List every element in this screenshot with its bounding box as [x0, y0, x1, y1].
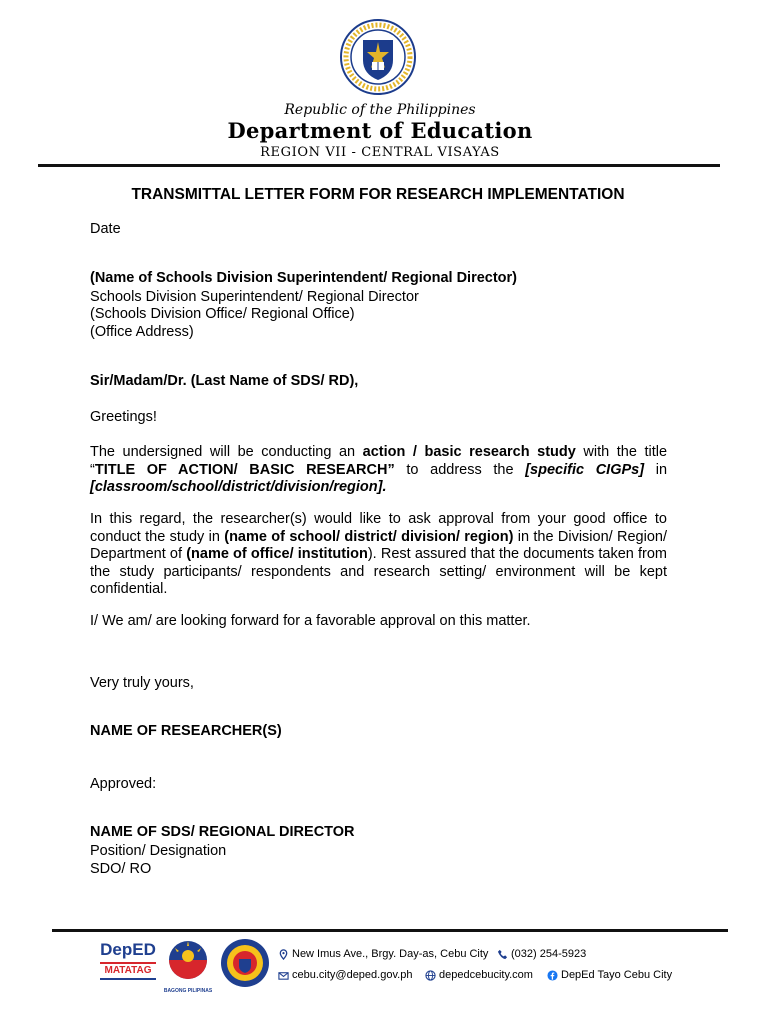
footer-address: New Imus Ave., Brgy. Day-as, Cebu City [278, 948, 488, 961]
paragraph-3: I/ We am/ are looking forward for a favorable approval on this matter. [90, 613, 531, 629]
letter-date: Date [90, 221, 121, 237]
recipient-office: (Schools Division Office/ Regional Office) [90, 306, 355, 322]
footer-website: depedcebucity.com [425, 969, 533, 982]
header-divider [38, 164, 720, 167]
recipient-name: (Name of Schools Division Superintendent/ Regional Director) [90, 270, 517, 286]
salutation: Sir/Madam/Dr. (Last Name of SDS/ RD), [90, 373, 359, 389]
deped-seal-icon [339, 18, 417, 96]
phone-icon [497, 949, 508, 960]
header-department: Department of Education [227, 118, 533, 143]
recipient-address: (Office Address) [90, 324, 194, 340]
closing: Very truly yours, [90, 675, 194, 691]
footer-phone: (032) 254-5923 [497, 948, 586, 961]
sds-name: NAME OF SDS/ REGIONAL DIRECTOR [90, 824, 355, 840]
division-seal-icon [220, 938, 270, 988]
email-icon [278, 970, 289, 981]
bagong-pilipinas-logo: BAGONG PILIPINAS [163, 938, 213, 992]
sds-office: SDO/ RO [90, 861, 152, 877]
facebook-icon [547, 970, 558, 981]
paragraph-1: The undersigned will be conducting an action / basic research study with the title “TITLE OF ACTION/ BASIC RESEARCH” to address the [specific CIGPs] in [classroom/school/district/division/region]. [90, 444, 668, 495]
bagong-pilipinas-icon [163, 938, 213, 982]
footer-divider [52, 929, 728, 932]
footer-email: cebu.city@deped.gov.ph [278, 969, 412, 982]
sds-position: Position/ Designation [90, 843, 227, 859]
researcher-name: NAME OF RESEARCHER(S) [90, 723, 282, 739]
greeting: Greetings! [90, 409, 157, 425]
deped-matatag-logo: DepED MATATAG [100, 940, 156, 990]
recipient-position: Schools Division Superintendent/ Regional Director [90, 289, 419, 305]
header-region: REGION VII - CENTRAL VISAYAS [260, 145, 500, 160]
paragraph-2: In this regard, the researcher(s) would like to ask approval from your good office to conduct the study in (name of school/ district/ division/ region) in the Division/ Region/ Department of (name of office/ institution). Rest assured that the documents taken from the study participants/ respondents and research setting/ environment will be kept confidential. [90, 511, 667, 597]
globe-icon [425, 970, 436, 981]
footer-facebook: DepEd Tayo Cebu City [547, 969, 672, 982]
page-title: TRANSMITTAL LETTER FORM FOR RESEARCH IMPLEMENTATION [131, 186, 625, 203]
approved-label: Approved: [90, 776, 157, 792]
header-republic: Republic of the Philippines [284, 102, 476, 118]
location-pin-icon [278, 949, 289, 960]
